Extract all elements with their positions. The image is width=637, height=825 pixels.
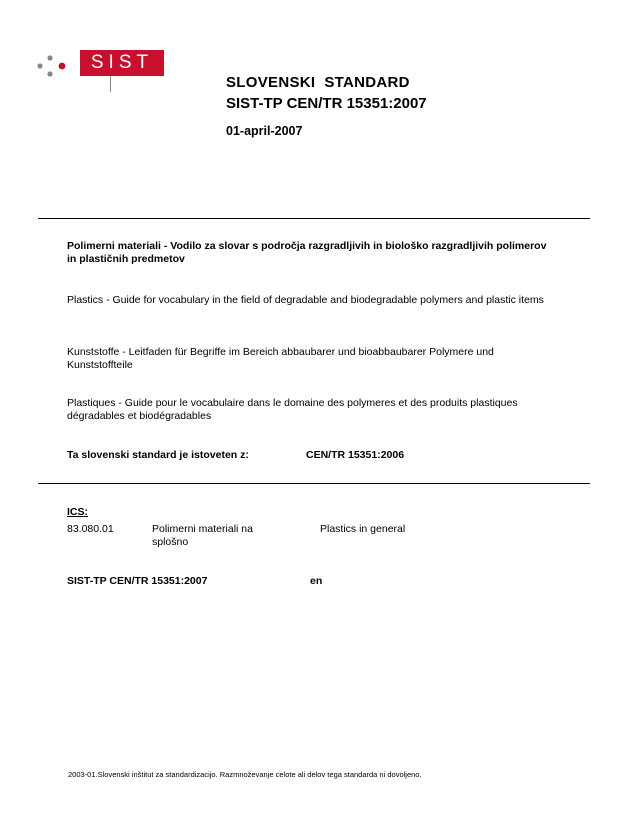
ics-code: 83.080.01 — [67, 523, 114, 535]
publication-date: 01-april-2007 — [226, 124, 303, 138]
sist-logo-dots — [36, 54, 70, 82]
document-heading: SLOVENSKI STANDARD — [226, 74, 410, 91]
middle-rule — [38, 483, 590, 484]
ics-label: ICS: — [67, 506, 88, 518]
top-rule — [38, 218, 590, 219]
sist-logo: SIST — [80, 50, 164, 76]
equivalence-value: CEN/TR 15351:2006 — [306, 449, 405, 461]
standard-code: SIST-TP CEN/TR 15351:2007 — [226, 95, 427, 112]
standard-language: en — [310, 575, 323, 587]
logo-divider — [110, 76, 111, 92]
ics-description-sl: Polimerni materiali na splošno — [152, 523, 253, 548]
title-german: Kunststoffe - Leitfaden für Begriffe im Bereich abbaubarer und bioabbaubarer Polymere und Kunststoffteile — [67, 346, 494, 371]
title-english: Plastics - Guide for vocabulary in the field of degradable and biodegradable polymers and plastic items — [67, 294, 544, 306]
standard-id: SIST-TP CEN/TR 15351:2007 — [67, 575, 208, 587]
ics-description-en: Plastics in general — [320, 523, 406, 535]
equivalence-label: Ta slovenski standard je istoveten z: — [67, 449, 249, 461]
title-slovenian: Polimerni materiali - Vodilo za slovar s področja razgradljivih in biološko razgradljivih polimerov in plastičnih predmetov — [67, 240, 547, 265]
title-french: Plastiques - Guide pour le vocabulaire dans le domaine des polymeres et des produits plastiques dégradables et biodégradables — [67, 397, 518, 422]
copyright-footer: 2003-01.Slovenski inštitut za standardizacijo. Razmnoževanje celote ali delov tega standarda ni dovoljeno. — [68, 770, 422, 779]
